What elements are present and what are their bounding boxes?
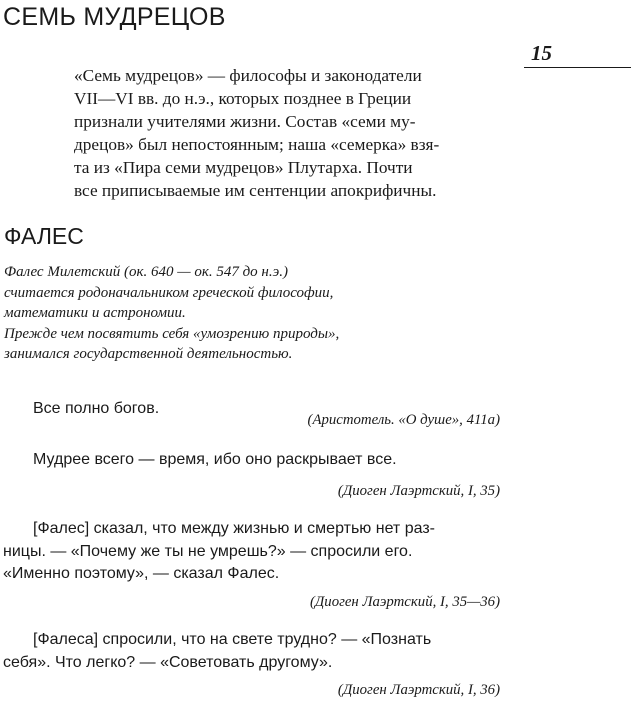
page-number-rule	[524, 67, 631, 68]
intro-line: VII—VI вв. до н.э., которых позднее в Греции	[74, 89, 412, 108]
quote-line: Мудрее всего — время, ибо оно раскрывает все.	[33, 451, 397, 468]
quote-line: себя». Что легко? — «Советовать другому».	[3, 653, 333, 671]
quote-line: [Фалеса] спросили, что на свете трудно? — «Познать	[33, 631, 432, 648]
quote-1-text	[33, 398, 159, 421]
thales-bio	[4, 262, 339, 365]
quote-line: Все полно богов.	[33, 400, 160, 417]
quote-4-text	[3, 629, 432, 674]
quote-2-text	[33, 449, 397, 472]
intro-line: та из «Пира семи мудрецов» Плутарха. Почти	[74, 158, 413, 177]
quote-4-source: (Диоген Лаэртский, I, 36)	[337, 682, 500, 698]
intro-line: все приписываемые им сентенции апокрифичны.	[74, 181, 437, 200]
section-title: СЕМЬ МУДРЕЦОВ	[3, 3, 226, 31]
quote-3-text	[3, 518, 435, 586]
thales-heading: ФАЛЕС	[4, 223, 84, 249]
intro-line: признали учителями жизни. Состав «семи му-	[74, 112, 416, 131]
quote-line: [Фалес] сказал, что между жизнью и смертью нет раз-	[33, 520, 435, 537]
intro-paragraph	[74, 64, 439, 202]
intro-line: дрецов» был непостоянным; наша «семерка» взя-	[74, 135, 440, 154]
bio-line: Фалес Милетский (ок. 640 — ок. 547 до н.э.)	[4, 264, 288, 280]
quote-3-source: (Диоген Лаэртский, I, 35—36)	[309, 594, 500, 610]
quote-line: ницы. — «Почему же ты не умрешь?» — спросили его.	[3, 542, 413, 560]
bio-line: Прежде чем посвятить себя «умозрению природы»,	[4, 325, 340, 342]
quote-line: «Именно поэтому», — сказал Фалес.	[3, 565, 280, 582]
page-number: 15	[531, 41, 552, 65]
quote-2-source: (Диоген Лаэртский, I, 35)	[337, 483, 500, 499]
bio-line: занимался государственной деятельностью.	[4, 346, 293, 362]
bio-line: математики и астрономии.	[4, 305, 186, 321]
intro-line: «Семь мудрецов» — философы и законодатели	[74, 66, 422, 85]
bio-line: считается родоначальником греческой философии,	[4, 284, 334, 301]
quote-1-source: (Аристотель. «О душе», 411а)	[307, 412, 500, 428]
